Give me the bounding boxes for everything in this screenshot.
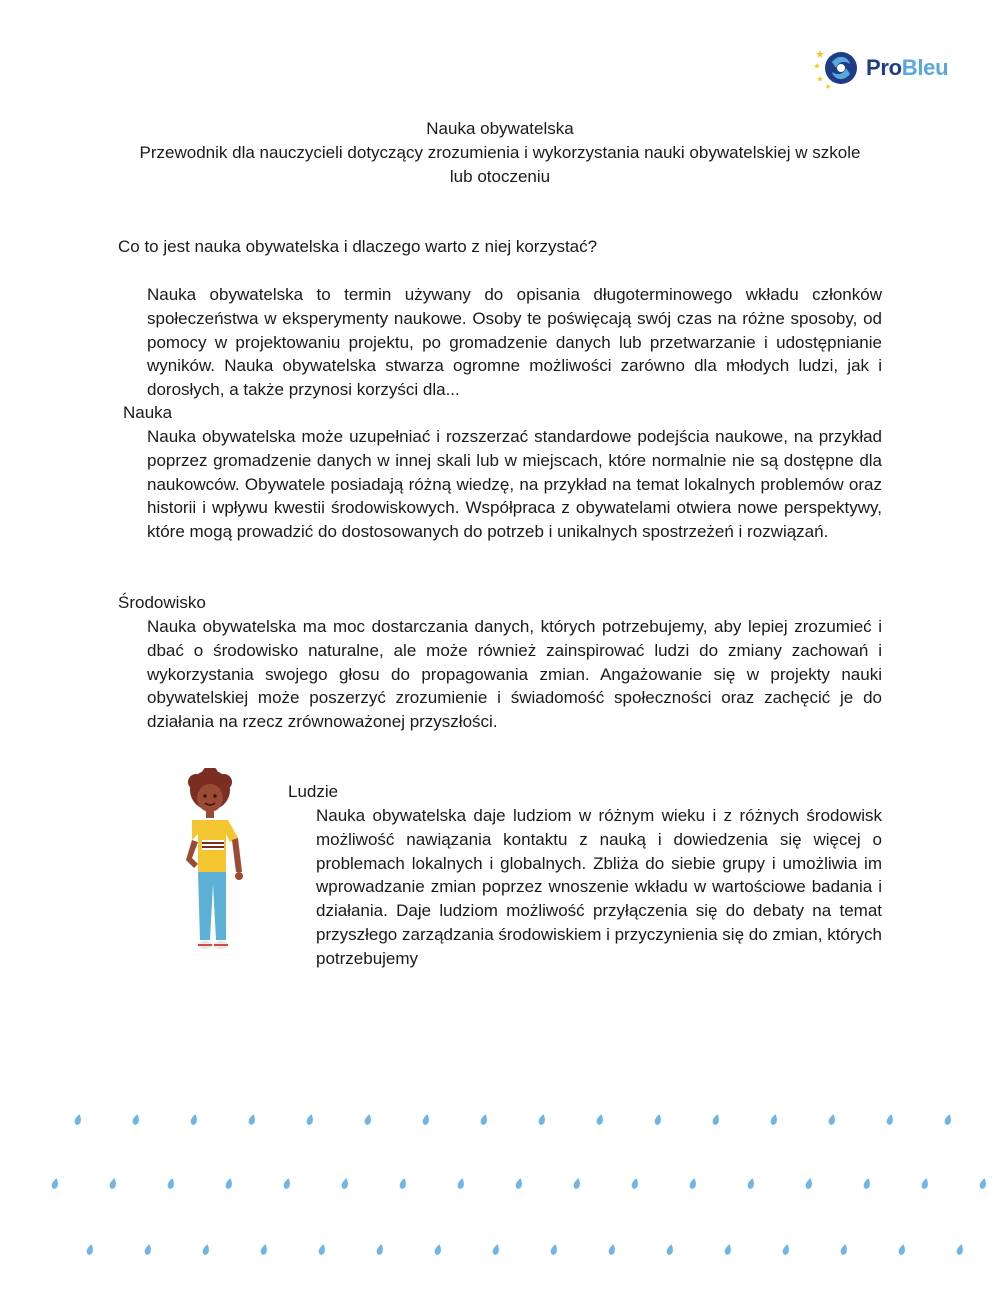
section-question: Co to jest nauka obywatelska i dlaczego warto z niej korzystać? — [118, 237, 598, 256]
water-drop-icon — [364, 1113, 373, 1125]
water-drop-icon — [631, 1177, 640, 1189]
child-figure-icon — [176, 768, 248, 954]
water-drop-icon — [608, 1243, 617, 1255]
water-drop-icon — [132, 1113, 141, 1125]
water-drop-icon — [840, 1243, 849, 1255]
water-drop-icon — [457, 1177, 466, 1189]
water-drop-icon — [306, 1113, 315, 1125]
heading-ludzie: Ludzie — [288, 782, 339, 801]
water-drop-icon — [399, 1177, 408, 1189]
water-drop-icon — [898, 1243, 907, 1255]
water-drop-icon — [225, 1177, 234, 1189]
water-drop-icon — [654, 1113, 663, 1125]
water-drop-icon — [782, 1243, 791, 1255]
water-drop-icon — [828, 1113, 837, 1125]
water-drop-icon — [318, 1243, 327, 1255]
water-drop-icon — [283, 1177, 292, 1189]
intro-paragraph: Nauka obywatelska to termin używany do opisania długoterminowego wkładu członków społeczeństwa w eksperymenty naukowe. Osoby te poświęcają swój czas na różne sposoby, od pomocy w projektowaniu projektu, po gromadzenie danych lub przetwarzanie i udostępnianie wyników. Nauka obywatelska stwarza ogromne możliwości zarówno dla młodych ludzi, jak i dorosłych, a także przynosi korzyści dla... — [147, 285, 882, 400]
water-drop-icon — [492, 1243, 501, 1255]
water-drop-icon — [747, 1177, 756, 1189]
water-drop-icon — [689, 1177, 698, 1189]
title-line-2: Przewodnik dla nauczycieli dotyczący zrozumienia i wykorzystania nauki obywatelskiej w szkole — [139, 143, 861, 162]
water-drop-icon — [376, 1243, 385, 1255]
water-drop-decoration — [0, 1100, 1000, 1270]
probleu-logo-text — [866, 55, 948, 81]
water-drop-icon — [712, 1113, 721, 1125]
water-drop-icon — [550, 1243, 559, 1255]
water-drop-icon — [422, 1113, 431, 1125]
water-drop-icon — [805, 1177, 814, 1189]
water-drop-icon — [956, 1243, 965, 1255]
water-drop-icon — [144, 1243, 153, 1255]
water-drop-icon — [260, 1243, 269, 1255]
water-drop-icon — [666, 1243, 675, 1255]
probleu-logo-mark-icon — [814, 46, 862, 90]
water-drop-icon — [886, 1113, 895, 1125]
title-line-3: lub otoczeniu — [449, 167, 551, 186]
water-drop-icon — [86, 1243, 95, 1255]
water-drop-icon — [596, 1113, 605, 1125]
water-drop-icon — [202, 1243, 211, 1255]
water-drop-icon — [167, 1177, 176, 1189]
logo-text-bleu: Bleu — [901, 55, 949, 80]
water-drop-icon — [190, 1113, 199, 1125]
water-drop-icon — [341, 1177, 350, 1189]
water-drop-icon — [770, 1113, 779, 1125]
water-drop-icon — [538, 1113, 547, 1125]
water-drop-icon — [863, 1177, 872, 1189]
water-drop-icon — [434, 1243, 443, 1255]
heading-nauka: Nauka — [123, 403, 173, 422]
title-line-1: Nauka obywatelska — [426, 119, 574, 138]
water-drop-icon — [921, 1177, 930, 1189]
water-drop-icon — [515, 1177, 524, 1189]
logo-text-pro: Pro — [866, 55, 902, 80]
water-drop-icon — [51, 1177, 60, 1189]
water-drop-icon — [724, 1243, 733, 1255]
water-drop-icon — [944, 1113, 953, 1125]
paragraph-ludzie: Nauka obywatelska daje ludziom w różnym wieku i z różnych środowisk możliwość nawiązania kontaktu z nauką i dowiedzenia się więcej o problemach lokalnych i globalnych. Zbliża do siebie grupy i umożliwia im wprowadzanie zmian poprzez wnoszenie wkładu w wartościowe badania i działania. Daje ludziom możliwość przyłączenia się do debaty na temat przyszłego zarządzania środowiskiem i przyczynienia się do zmian, których potrzebujemy — [316, 806, 882, 968]
water-drop-icon — [480, 1113, 489, 1125]
paragraph-srodowisko: Nauka obywatelska ma moc dostarczania danych, których potrzebujemy, aby lepiej zrozumieć i dbać o środowisko naturalne, ale może również zainspirować ludzi do zmiany zachowań i wykorzystania swojego głosu do propagowania zmian. Angażowanie się w projekty nauki obywatelskiej może poszerzyć zrozumienie i świadomość społeczności oraz zachęcić je do działania na rzecz zrównoważonej przyszłości. — [147, 617, 882, 732]
water-drop-icon — [74, 1113, 83, 1125]
paragraph-nauka: Nauka obywatelska może uzupełniać i rozszerzać standardowe podejścia naukowe, na przykład poprzez gromadzenie danych w innej skali lub w miejscach, które normalnie nie są dostępne dla naukowców. Obywatele posiadają różną wiedzę, na przykład na temat lokalnych problemów oraz historii i wpływu kwestii środowiskowych. Współpraca z obywatelami otwiera nowe perspektywy, które mogą prowadzić do dostosowanych do potrzeb i unikalnych spostrzeżeń i rozwiązań. — [147, 427, 882, 542]
document-title — [110, 117, 890, 189]
water-drop-icon — [979, 1177, 988, 1189]
probleu-logo — [814, 46, 964, 90]
water-drop-icon — [109, 1177, 118, 1189]
water-drop-icon — [573, 1177, 582, 1189]
heading-srodowisko: Środowisko — [118, 593, 206, 612]
water-drop-icon — [248, 1113, 257, 1125]
